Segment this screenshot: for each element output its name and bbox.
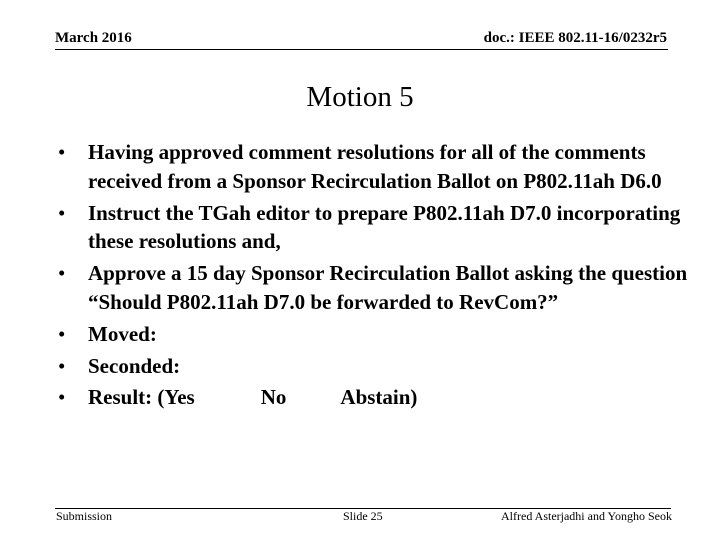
bullet-dot-icon: • xyxy=(58,140,66,164)
footer-authors: Alfred Asterjadhi and Yongho Seok xyxy=(501,509,672,523)
bullet-text: Seconded: xyxy=(88,353,181,378)
header-doc-id: doc.: IEEE 802.11-16/0232r5 xyxy=(483,30,667,46)
motion-bullet-list xyxy=(58,138,698,415)
header-rule xyxy=(55,49,668,50)
bullet-item-result xyxy=(58,383,698,412)
bullet-dot-icon: • xyxy=(58,261,66,286)
bullet-text: Moved: xyxy=(88,321,157,346)
bullet-item xyxy=(58,259,698,317)
result-label: Result: (Yes xyxy=(88,385,195,410)
bullet-text: Instruct the TGah editor to prepare P802.11ah D7.0 incorporating these resolutions and, xyxy=(88,200,681,254)
header-date: March 2016 xyxy=(55,30,132,46)
result-abstain: Abstain) xyxy=(340,385,418,410)
bullet-item xyxy=(58,199,698,257)
bullet-text: Approve a 15 day Sponsor Recirculation Ballot asking the question “Should P802.11ah D7.0 be forwarded to RevCom?” xyxy=(88,261,688,314)
footer-submission: Submission xyxy=(56,509,113,523)
bullet-item xyxy=(58,352,698,381)
bullet-item xyxy=(58,320,698,349)
result-no: No xyxy=(260,385,287,410)
footer-slide-number: Slide 25 xyxy=(343,509,383,523)
slide-title: Motion 5 xyxy=(306,81,414,113)
bullet-dot-icon: • xyxy=(58,353,66,378)
bullet-item xyxy=(58,138,698,196)
bullet-dot-icon: • xyxy=(58,321,66,346)
bullet-dot-icon: • xyxy=(58,200,66,225)
bullet-dot-icon: • xyxy=(58,385,66,410)
bullet-text: Having approved comment resolutions for all of the comments received from a Sponsor Recirculation Ballot on P802.11ah D6.0 xyxy=(88,140,662,193)
